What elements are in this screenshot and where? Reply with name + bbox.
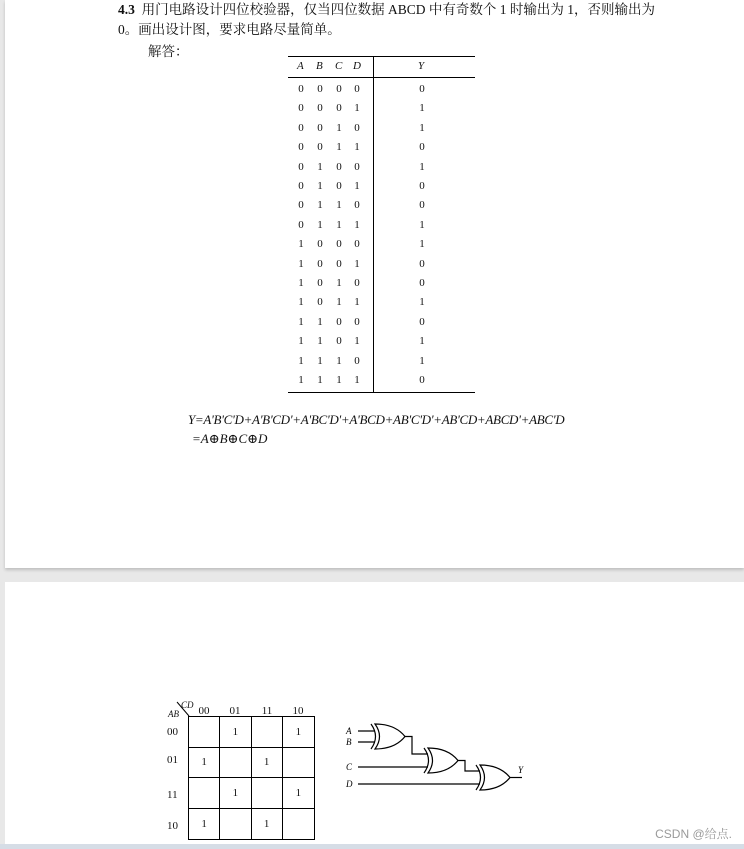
truth-header-1: B xyxy=(316,60,323,72)
truth-cell: 1 xyxy=(336,374,342,386)
kmap-row-label: 00 xyxy=(167,726,178,738)
truth-cell: 0 xyxy=(419,141,425,154)
kmap-cell xyxy=(220,748,251,779)
truth-cell: 0 xyxy=(336,160,342,173)
truth-header-3: D xyxy=(353,60,361,72)
truth-cell: 1 xyxy=(354,374,360,386)
kmap-cell xyxy=(283,809,314,840)
kmap-cell: 1 xyxy=(189,809,220,840)
boolean-expression-sum: Y=A'B'C'D+A'B'CD'+A'BC'D'+A'BCD+AB'C'D'+AB'CD+ABCD'+ABC'D xyxy=(188,412,565,427)
truth-cell: 1 xyxy=(336,354,342,367)
document-page-1 xyxy=(5,0,744,568)
xor-gate-3-extra-arc xyxy=(476,765,481,790)
kmap-col-label: 00 xyxy=(198,705,210,717)
truth-cell: 1 xyxy=(298,238,304,251)
truth-cell: 1 xyxy=(298,374,304,386)
xor-gate-3 xyxy=(480,765,510,790)
kmap-cell: 1 xyxy=(252,748,283,779)
truth-cell: 0 xyxy=(298,141,304,154)
truth-cell: 0 xyxy=(298,180,304,192)
truth-cell: 0 xyxy=(298,199,304,212)
kmap-row-label: 01 xyxy=(167,754,178,766)
truth-cell: 1 xyxy=(354,102,360,115)
truth-cell: 0 xyxy=(354,238,360,251)
truth-cell: 1 xyxy=(336,141,342,154)
truth-header-2: C xyxy=(335,60,343,72)
truth-cell: 0 xyxy=(317,141,323,154)
wire-g1-g2 xyxy=(405,737,428,755)
truth-cell: 1 xyxy=(419,335,425,348)
kmap-cell: 1 xyxy=(252,809,283,840)
truth-cell: 1 xyxy=(419,296,425,309)
truth-cell: 0 xyxy=(336,238,342,251)
truth-cell: 1 xyxy=(336,218,342,231)
truth-table-divider xyxy=(373,57,374,392)
truth-cell: 0 xyxy=(419,277,425,289)
truth-cell: 0 xyxy=(354,83,360,95)
truth-cell: 0 xyxy=(317,83,323,95)
truth-cell: 0 xyxy=(419,315,425,328)
truth-cell: 1 xyxy=(298,257,304,270)
input-label-c: C xyxy=(346,762,353,772)
input-label-d: D xyxy=(346,779,353,789)
truth-cell: 0 xyxy=(336,335,342,348)
output-label-y: Y xyxy=(518,765,524,775)
bottom-strip xyxy=(0,844,744,849)
truth-cell: 1 xyxy=(317,315,323,328)
kmap-cell xyxy=(252,778,283,809)
truth-cell: 1 xyxy=(298,296,304,309)
truth-cell: 1 xyxy=(336,277,342,289)
truth-cell: 1 xyxy=(419,354,425,367)
truth-cell: 1 xyxy=(419,160,425,173)
answer-label: 解答： xyxy=(148,44,189,59)
truth-cell: 0 xyxy=(317,257,323,270)
truth-cell: 0 xyxy=(354,199,360,212)
truth-cell: 0 xyxy=(419,180,425,192)
truth-cell: 1 xyxy=(317,199,323,212)
truth-cell: 0 xyxy=(336,83,342,95)
truth-header-0: A xyxy=(297,60,304,72)
truth-cell: 1 xyxy=(317,160,323,173)
truth-cell: 1 xyxy=(354,141,360,154)
truth-cell: 0 xyxy=(354,315,360,328)
truth-cell: 1 xyxy=(336,296,342,309)
truth-cell: 0 xyxy=(298,121,304,134)
truth-cell: 0 xyxy=(354,121,360,134)
truth-cell: 0 xyxy=(336,257,342,270)
truth-table xyxy=(288,56,475,393)
truth-cell: 1 xyxy=(419,218,425,231)
kmap-row-variable: AB xyxy=(168,709,179,719)
kmap-cell xyxy=(283,748,314,779)
truth-cell: 1 xyxy=(354,180,360,192)
truth-cell: 0 xyxy=(298,218,304,231)
truth-cell: 1 xyxy=(354,218,360,231)
truth-cell: 0 xyxy=(354,354,360,367)
truth-cell: 1 xyxy=(354,296,360,309)
xor-gate-2 xyxy=(428,748,458,773)
kmap-cell: 1 xyxy=(189,748,220,779)
truth-cell: 0 xyxy=(317,296,323,309)
kmap-col-label: 10 xyxy=(292,705,304,717)
kmap-cell: 1 xyxy=(220,717,251,748)
kmap-cell: 1 xyxy=(220,778,251,809)
input-label-b: B xyxy=(346,737,352,747)
truth-cell: 1 xyxy=(419,102,425,115)
kmap-cell xyxy=(189,717,220,748)
kmap-row-label: 11 xyxy=(167,789,178,801)
xor-circuit-diagram xyxy=(340,712,540,802)
truth-cell: 0 xyxy=(336,315,342,328)
truth-cell: 0 xyxy=(336,102,342,115)
truth-cell: 1 xyxy=(317,180,323,192)
truth-cell: 1 xyxy=(419,238,425,251)
truth-cell: 0 xyxy=(317,238,323,251)
kmap-grid xyxy=(188,716,315,840)
boolean-expression-xor: =A⊕B⊕C⊕D xyxy=(192,431,268,446)
kmap-cell xyxy=(189,778,220,809)
watermark: CSDN @给点. xyxy=(655,827,732,841)
truth-cell: 0 xyxy=(419,374,425,386)
truth-cell: 1 xyxy=(354,257,360,270)
truth-cell: 1 xyxy=(317,335,323,348)
truth-cell: 0 xyxy=(336,180,342,192)
truth-cell: 0 xyxy=(354,160,360,173)
kmap-cell xyxy=(252,717,283,748)
truth-cell: 1 xyxy=(298,354,304,367)
truth-cell: 0 xyxy=(298,160,304,173)
truth-cell: 0 xyxy=(419,257,425,270)
kmap-col-variable: CD xyxy=(181,700,194,710)
xor-gate-2-extra-arc xyxy=(424,748,429,773)
truth-cell: 0 xyxy=(317,121,323,134)
truth-cell: 0 xyxy=(419,83,425,95)
kmap-col-label: 01 xyxy=(229,705,241,717)
truth-cell: 1 xyxy=(317,374,323,386)
truth-cell: 1 xyxy=(336,121,342,134)
truth-cell: 1 xyxy=(336,199,342,212)
truth-cell: 1 xyxy=(298,315,304,328)
question-body: 用门电路设计四位校验器，仅当四位数据 ABCD 中有奇数个 1 时输出为 1，否则输出为 0。画出设计图，要求电路尽量简单。 xyxy=(118,2,656,37)
truth-cell: 0 xyxy=(419,199,425,212)
truth-cell: 1 xyxy=(317,218,323,231)
kmap-cell: 1 xyxy=(283,717,314,748)
truth-cell: 0 xyxy=(317,277,323,289)
truth-table-header-rule xyxy=(288,77,475,78)
xor-gate-1-extra-arc xyxy=(371,724,376,749)
kmap-cell: 1 xyxy=(283,778,314,809)
truth-cell: 1 xyxy=(298,335,304,348)
kmap-col-label: 11 xyxy=(261,705,273,717)
input-label-a: A xyxy=(346,726,352,736)
xor-gate-1 xyxy=(375,724,405,749)
truth-cell: 1 xyxy=(419,121,425,134)
truth-cell: 0 xyxy=(317,102,323,115)
truth-cell: 0 xyxy=(354,277,360,289)
kmap-row-label: 10 xyxy=(167,820,178,832)
truth-header-4: Y xyxy=(418,60,425,72)
question-number: 4.3 xyxy=(118,2,135,17)
truth-cell: 1 xyxy=(317,354,323,367)
question-text xyxy=(118,0,658,40)
truth-cell: 0 xyxy=(298,102,304,115)
karnaugh-map xyxy=(160,700,330,845)
kmap-cell xyxy=(220,809,251,840)
truth-cell: 1 xyxy=(354,335,360,348)
truth-cell: 0 xyxy=(298,83,304,95)
truth-cell: 1 xyxy=(298,277,304,289)
